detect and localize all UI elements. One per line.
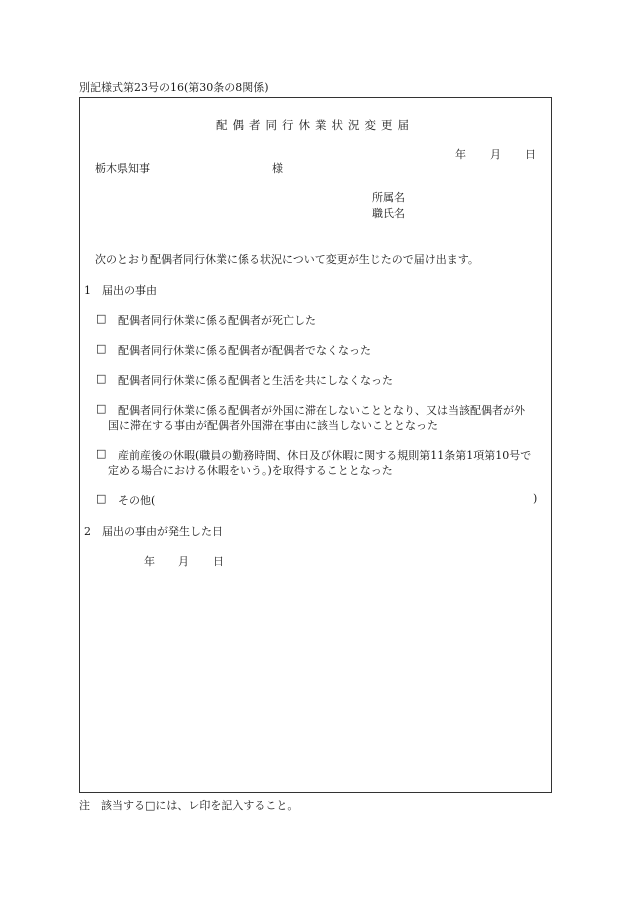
document-title: 配偶者同行休業状況変更届: [216, 118, 414, 132]
name-label: 職氏名: [372, 207, 405, 220]
option6-text: その他(: [118, 494, 156, 507]
option2-text: 配偶者同行休業に係る配偶者が配偶者でなくなった: [118, 344, 371, 357]
affiliation-label: 所属名: [372, 191, 405, 204]
occurrence-month-label: 月: [178, 555, 189, 568]
intro-statement: 次のとおり配偶者同行休業に係る状況について変更が生じたので届け出ます。: [95, 253, 479, 266]
option1-text: 配偶者同行休業に係る配偶者が死亡した: [118, 314, 316, 327]
option5-checkbox[interactable]: □: [96, 447, 107, 460]
option6-close-paren: ): [533, 492, 538, 505]
option3-text: 配偶者同行休業に係る配偶者と生活を共にしなくなった: [118, 374, 393, 387]
occurrence-day-label: 日: [213, 555, 224, 568]
occurrence-year-label: 年: [144, 555, 155, 568]
form-number-header: 別記様式第23号の16(第30条の8関係): [79, 81, 269, 94]
option4-text-line2: 国に滞在する事由が配偶者外国滞在事由に該当しないこととなった: [108, 419, 438, 432]
option5-text-line1: 産前産後の休暇(職員の勤務時間、休日及び休暇に関する規則第11条第1項第10号で: [118, 449, 532, 462]
section1-heading: 1 届出の事由: [84, 284, 157, 297]
addressee: 栃木県知事: [95, 162, 150, 175]
option3-checkbox[interactable]: □: [96, 372, 107, 385]
footnote: 注 該当する□には、レ印を記入すること。: [79, 799, 299, 812]
date-year-label: 年: [455, 148, 466, 161]
option2-checkbox[interactable]: □: [96, 342, 107, 355]
option4-checkbox[interactable]: □: [96, 402, 107, 415]
date-day-label: 日: [525, 148, 536, 161]
option5-text-line2: 定める場合における休暇をいう。)を取得することとなった: [108, 464, 393, 477]
option4-text-line1: 配偶者同行休業に係る配偶者が外国に滞在しないこととなり、又は当該配偶者が外: [118, 404, 525, 417]
date-month-label: 月: [490, 148, 501, 161]
option6-checkbox[interactable]: □: [96, 492, 107, 505]
section2-heading: 2 届出の事由が発生した日: [84, 525, 223, 538]
option1-checkbox[interactable]: □: [96, 312, 107, 325]
honorific: 様: [272, 162, 283, 175]
form-frame: [79, 97, 552, 793]
